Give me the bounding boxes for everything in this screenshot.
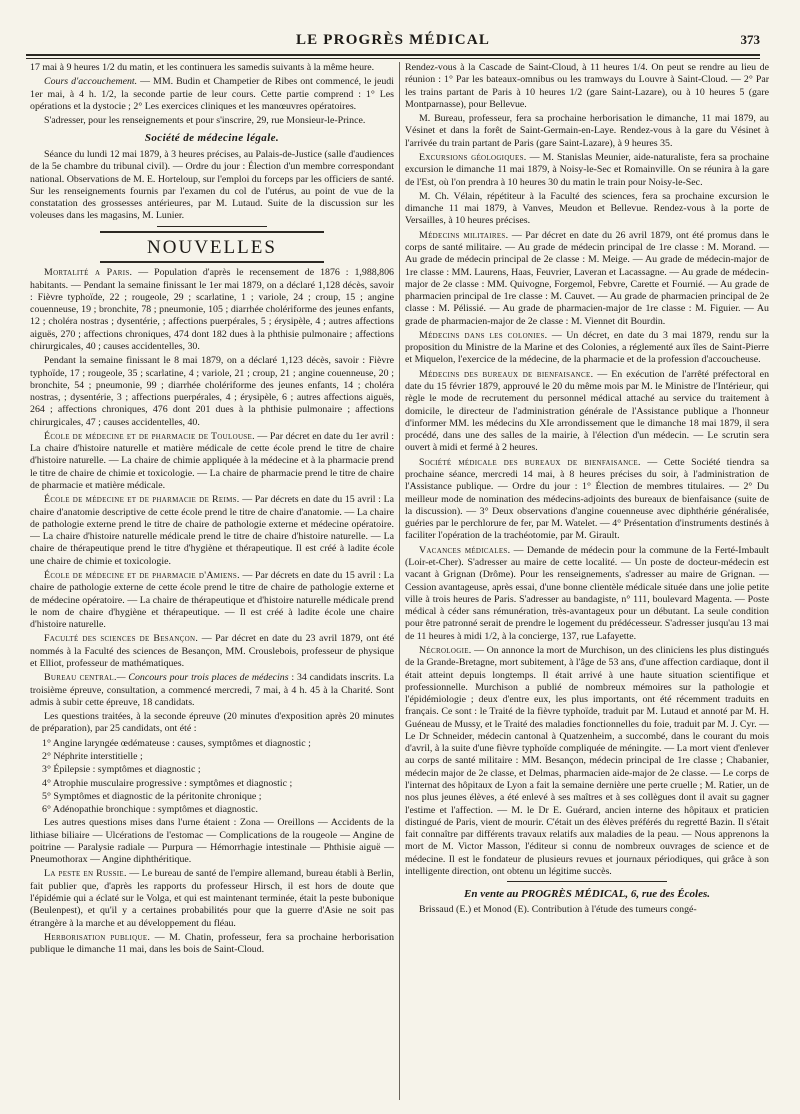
list-item: 6° Adénopathie bronchique : symptômes et diagnostic.: [42, 804, 258, 816]
paragraph: [30, 431, 394, 492]
paragraph: M. Ch. Vélain, répétiteur à la Faculté des sciences, fera sa prochaine excursion le dimanche 11 mai 1879, à Vanves, Meudon et Bellevue. Rendez-vous à la porte de Versailles, à 10 heures précises.: [405, 190, 769, 227]
item-heading: La peste en Russie.: [44, 868, 127, 880]
paragraph: [405, 457, 769, 543]
paragraph: 17 mai à 9 heures 1/2 du matin, et les continuera les samedis suivants à la même heure.: [30, 62, 375, 73]
list-item: 4° Atrophie musculaire progressive : symptômes et diagnostic ;: [42, 777, 293, 789]
paragraph: Séance du lundi 12 mai 1879, à 3 heures précises, au Palais-de-Justice (salle d'audiences de la 5e chambre du tribunal civil). — Ordre du jour : Élection d'un membre correspondant national. Observations de M. E. Hortelouр, sur l'emploi du forceps par les officiers de santé. Sur les renseignements fournis par l'examen du col de l'utérus, au point de vue de la constatation des grossesses antérieures, par M. Lutaud. Suite de la discussion sur les voleuses dans les magasins, M. Lunier.: [30, 149, 394, 222]
item-text: — Par décret en date du 1er avril : La chaire d'histoire naturelle et matière médicale de cette école prend le titre de chaire d'histoire naturelle. — La chaire de chimie appliquée à la médecine et à la pharmacie prend le titre de chaire de chimie et toxicologie. — La chaire de pharmacie prend le titre de chaire de pharmacie et matière médicale.: [30, 430, 394, 492]
paragraph: [30, 868, 394, 929]
item-heading: Nécrologie.: [419, 644, 472, 656]
item-heading: Société médicale des bureaux de bienfaisance.: [419, 456, 641, 468]
item-text: : 34 candidats inscrits. La troisième épreuve, consultation, a commencé mercredi, 7 mai, à 4 h. 45 à la Charité. Sont admis à subir cette épreuve, 18 candidats.: [30, 672, 394, 708]
item-text: — Par décret en date du 26 avril 1879, ont été promus dans le corps de santé militaire. — Au grade de médecin principal de 1re classe : M. Morand. — Au grade de médecin principal de 2e classe : M. Meige. — Au grade de médecin-major de 1re classe : MM. Laurens, Haas, Feuvrier, Laveran et Lacassagne. — Au grade de médecin-major de 2e classe : MM. Quivogne, Forgemol, Febvre, Carette et Fournié. — Au grade de pharmacien principal de 1re classe : M. Cauvet. — Au grade de pharmacien principal de 2e classe : M. Pélissié. — Au grade de pharmacien-major de 1re classe : M. Figuier. — Au grade de pharmacien-major de 2e classe : M. Viennet dit Bourdin.: [405, 229, 769, 327]
paragraph: [405, 645, 769, 878]
item-text: — Le bureau de santé de l'empire allemand, bureau établi à Berlin, fait publier que, d'après les rapports du professeur Hirsch, il est hors de doute que l'épidémie qui a éclaté sur le Volga, et qui est maintenant terminée, était la peste bubonique (Beulenpest), et qu'il y a certaines probabilités pour que la guerre d'Asie ne soit pas étrangère à la marche et au développement du fléau.: [30, 868, 394, 929]
page-header: [26, 28, 760, 52]
paragraph: [405, 152, 769, 189]
paragraph: [30, 494, 394, 568]
item-text: — Par décret en date du 23 avril 1879, ont été nommés à la Faculté des sciences de Besançon, MM. Crouslebois, professeur de physique et Elliot, professeur de mathématiques.: [30, 633, 394, 669]
nouvelles-banner: [100, 231, 324, 264]
item-heading: Médecins des bureaux de bienfaisance.: [419, 368, 594, 380]
paragraph: [405, 330, 769, 367]
divider: [157, 226, 267, 227]
item-heading: Herborisation publique.: [44, 931, 151, 943]
questions-list: [30, 738, 394, 817]
column-divider: [399, 62, 400, 1100]
item-text: — Par décrets en date du 15 avril : La chaire d'anatomie descriptive de cette école prend le titre de chaire d'anatomie. — La chaire de pathologie externe prend le titre de chaire de pathologie externe et médecine opératoire. — La chaire d'histoire naturelle médicale prend le titre de chaire d'histoire naturelle. — La chaire de thérapeutique prend le titre d'hygiène et thérapeutique. Il est créé à ladite école une chaire de chimie et toxicologie.: [30, 494, 394, 567]
divider: [507, 881, 667, 882]
item-text: — Demande de médecin pour la commune de la Ferté-Imbault (Loir-et-Cher). S'adresser au maire de cette localité. — Un poste de docteur-médecin est vacant à Grignan (Drôme). Pour les renseignements, s'adresser au maire de Grignan. — Cession avantageuse, après essai, d'une bonne clientèle médicale située dans une jolie petite ville à trois heures de Paris. S'adresser au bandagiste, n° 111, boulevard Magenta. — Poste médical à céder sans rémunération, très-avantageux pour un débutant. La seule condition pour être patronné serait de prendre le logement du prédécesseur. S'adresser jusqu'au 13 mai de 11 heures à midi 1/2, à la concierge, 137, rue Lafayette.: [405, 544, 769, 642]
paragraph: [30, 672, 394, 709]
list-item: 5° Symptômes et diagnostic de la péritonite chronique ;: [42, 790, 262, 802]
item-heading: École de médecine et de pharmacie de Reims.: [44, 494, 240, 506]
paragraph: Rendez-vous à la Cascade de Saint-Cloud, à 11 heures 1/4. On peut se rendre au lieu de réunion : 1° Par les bateaux-omnibus ou les tramways du Louvre à Saint-Cloud. — 2° Par les trains partant de Paris à 10 heures 1/2 (gare Saint-Lazare), ou à 10 heures 5 (gare Montparnasse), pour Bellevue.: [405, 62, 769, 110]
paragraph: [405, 230, 769, 328]
paragraph: [405, 369, 769, 455]
item-heading: Médecins militaires.: [419, 229, 509, 241]
item-text: — MM. Budin et Champetier de Ribes ont commencé, le jeudi 1er mai, à 4 h. 1/2, la seconde partie de leur cours. Cette partie comprend : 1° Les opérations et la dystocie ; 2° Les exercices cliniques et les manœuvres opératoires.: [30, 76, 394, 112]
paragraph: Pendant la semaine finissant le 8 mai 1879, on a déclaré 1,123 décès, savoir : Fièvre typhoïde, 17 ; rougeole, 35 ; scarlatine, 4 ; variole, 21 ; croup, 21 ; angine couenneuse, 20 ; bronchite, 54 ; pneumonie, 99 ; diarrhée cholériforme des jeunes enfants, 14 ; choléra nostras, ; dysentérie, 3 ; affections puerpérales, 4 ; érysipèle, 6 ; autres affections aiguës, 264 ; affections chroniques, 476 dont 201 dues à la phthisie pulmonaire ; affections chirurgicales, 47 ; causes accidentelles, 40.: [30, 355, 394, 428]
list-item: 1° Angine laryngée œdémateuse : causes, symptômes et diagnostic ;: [42, 737, 311, 749]
paragraph: [30, 633, 394, 670]
item-subheading: — Concours pour trois places de médecins: [116, 672, 289, 684]
list-item: 2° Néphrite interstitielle ;: [42, 750, 143, 762]
item-heading: École de médecine et de pharmacie de Toulouse.: [44, 430, 255, 442]
item-text: — On annonce la mort de Murchison, un des cliniciens les plus distingués de la Grande-Bretagne, mort subitement, à l'âge de 53 ans, d'une affection cardiaque, dont il était atteint depuis longtemps. Il était arrivé à une haute situation scientifique et professionnelle. Murchison a publié de nombreux mémoires sur la pathologie et l'épidémiologie ; deux d'entre eux, les plus importants, ont été récemment traduits en français. Ce sont : le Traité de la fièvre typhoïde, traduit par M. Lutaud et annoté par M. H. Guéneau de Mussy, et le Traité des maladies fonctionnelles du foie, traduit par M. J. Cyr. — Le Dr Schneider, médecin cantonal à Quatzenheim, a succombé, dans le courant du mois d'avril, à la suite d'une fièvre typhoïde compliquée de méningite. — La mort vient d'enlever au corps de santé militaire : MM. Besançon, médecin principal de 1re classe ; Chabanier, médecin major de 2e classe, et Delmas, pharmacien aide-major de 2e classe. — Le corps de l'internat des hôpitaux de Lyon a fait la semaine dernière une perte cruelle ; M. Ratier, un de nos plus jeunes élèves, a été enlevé à ses maîtres et à ses collègues dont il avait su gagner l'estime et l'affection. — M. le Dr E. Guérard, ancien interne des hôpitaux et praticien distingué de Paris, vient de mourir. C'était un des élèves préférés du regretté Bazin. Il s'était fait connaître par différents travaux relatifs aux maladies de la peau. — Nous apprenons la mort de M. Victor Masson, l'éditeur si connu de nombreux ouvrages de science et de médecine. Il est le fondateur de plusieurs revues et journaux périodiques, qui grâce à son intelligente direction, ont obtenu un légitime succès.: [405, 644, 769, 877]
paragraph: [30, 570, 394, 631]
item-text: — M. Chatin, professeur, fera sa prochaine herborisation publique le dimanche 11 mai, dans les bois de Saint-Cloud.: [30, 931, 394, 956]
advertisement-heading: En vente au PROGRÈS MÉDICAL, 6, rue des Écoles.: [464, 888, 710, 901]
section-title: Société de médecine légale.: [144, 132, 280, 145]
left-column: [30, 62, 394, 1100]
header-rule: [26, 54, 760, 59]
item-heading: Faculté des sciences de Besançon.: [44, 633, 199, 645]
item-text: — Population d'après le recensement de 1876 : 1,988,806 habitants. — Pendant la semaine finissant le 1er mai 1879, on a déclaré 1,128 décès, savoir : Fièvre typhoïde, 22 ; rougeole, 29 ; scarlatine, 1 ; variole, 24 ; croup, 15 ; angine couenneuse, 19 ; bronchite, 78 ; pneumonie, 105 ; diarrhée cholériforme des jeunes enfants, 12 ; choléra nostras ; dysentérie, ; affections puerpérales, 5 ; érysipèle, 4 ; autres affections aiguës, 270 ; affections chroniques, 474 dont 182 dues à la phthisie pulmonaire ; affections chirurgicales, 40 ; causes accidentelles, 30.: [30, 267, 394, 352]
paragraph: Les questions traitées, à la seconde épreuve (20 minutes d'exposition après 20 minutes de préparation), par 25 candidats, ont été :: [30, 711, 394, 735]
item-heading: Mortalité a Paris.: [44, 267, 133, 279]
page-number: 373: [740, 32, 760, 47]
paragraph: [30, 76, 394, 113]
right-column: [405, 62, 769, 1100]
paragraph: Brissaud (E.) et Monod (E). Contribution à l'étude des tumeurs congé-: [419, 903, 697, 915]
item-text: — Un décret, en date du 3 mai 1879, rendu sur la proposition du Ministre de la Marine et des Colonies, a réglementé aux îles de Saint-Pierre et Miquelon, l'exercice de la médecine, de la pharmacie et de la profession d'accoucheuse.: [405, 329, 769, 366]
paragraph: Les autres questions mises dans l'urne étaient : Zona — Oreillons — Accidents de la lithiase biliaire — Ulcérations de l'estomac — Complications de la rougeole — Angine de poitrine — Paralysie radiale — Purpura — Hémorrhagie intestinale — Phthisie aiguë — Pneumothorax — Angine diphthéritique.: [30, 817, 394, 866]
nouvelles-heading: NOUVELLES: [147, 236, 277, 258]
paragraph: M. Bureau, professeur, fera sa prochaine herborisation le dimanche, 11 mai 1879, au Vésinet et dans la forêt de Saint-Germain-en-Laye. Rendez-vous à la gare du Vésinet à l'arrivée du train partant de Paris (gare Saint-Lazare), à 9 heures 35.: [405, 113, 769, 149]
item-heading: Cours d'accouchement.: [44, 76, 138, 88]
item-heading: Excursions géologiques.: [419, 151, 527, 163]
item-text: — M. Stanislas Meunier, aide-naturaliste, fera sa prochaine excursion le dimanche 11 mai 1879, à Noisy-le-Sec et Romainville. On se réunira à la gare de l'Est, où l'on prendra à 10 heures 30 du matin le train pour Noisy-le-Sec.: [405, 151, 769, 188]
item-heading: Vacances médicales.: [419, 544, 511, 556]
paragraph: [30, 932, 394, 957]
list-item: 3° Épilepsie : symptômes et diagnostic ;: [42, 764, 201, 776]
item-text: — Cette Société tiendra sa prochaine séance, mercredi 14 mai, à 8 heures précises du soir, à l'administration de l'Assistance publique. — Ordre du jour : 1° Élection de membres titulaires. — 2° Du meilleur mode de nomination des médecins-adjoints des bureaux de bienfaisance (suite de la discussion). — 3° Deux observations d'angine couenneuse avec diphthérie généralisée, guéries par le perchlorure de fer, par M. Watelet. — 4° Présentation d'instruments destinés à faciliter l'opération de la trachéotomie, par M. Girault.: [405, 456, 769, 542]
item-heading: Bureau central.: [44, 672, 117, 684]
paragraph: [405, 545, 769, 643]
item-heading: École de médecine et de pharmacie d'Amiens.: [44, 570, 240, 582]
paragraph: S'adresser, pour les renseignements et pour s'inscrire, 29, rue Monsieur-le-Prince.: [44, 115, 366, 127]
item-heading: Médecins dans les colonies.: [419, 329, 548, 341]
paragraph: [30, 267, 394, 353]
item-text: — Par décrets en date du 15 avril : La chaire de pathologie externe de cette école prend le titre de chaire de pathologie externe et de médecine opératoire. — La chaire de thérapeutique et d'histoire naturelle médicale prend le nom de chaire d'hygiène et thérapeutique. — Il est créé à ladite école une chaire d'histoire naturelle.: [30, 570, 394, 631]
item-text: — En exécution de l'arrêté préfectoral en date du 15 février 1879, approuvé le 20 du même mois par M. le Ministre de l'Intérieur, qui règle le mode de recrutement du personnel médical attaché au service du traitement à domicile, le directeur de l'administration générale de l'Assistance publique a l'honneur d'informer MM. les médecins du XIe arrondissement que le dimanche 18 mai 1879, il sera procédé, dans une des salles de la mairie, à l'élection d'un médecin. — Le scrutin sera ouvert à midi et fermé à 2 heures.: [405, 368, 769, 454]
journal-title: LE PROGRÈS MÉDICAL: [295, 32, 491, 48]
